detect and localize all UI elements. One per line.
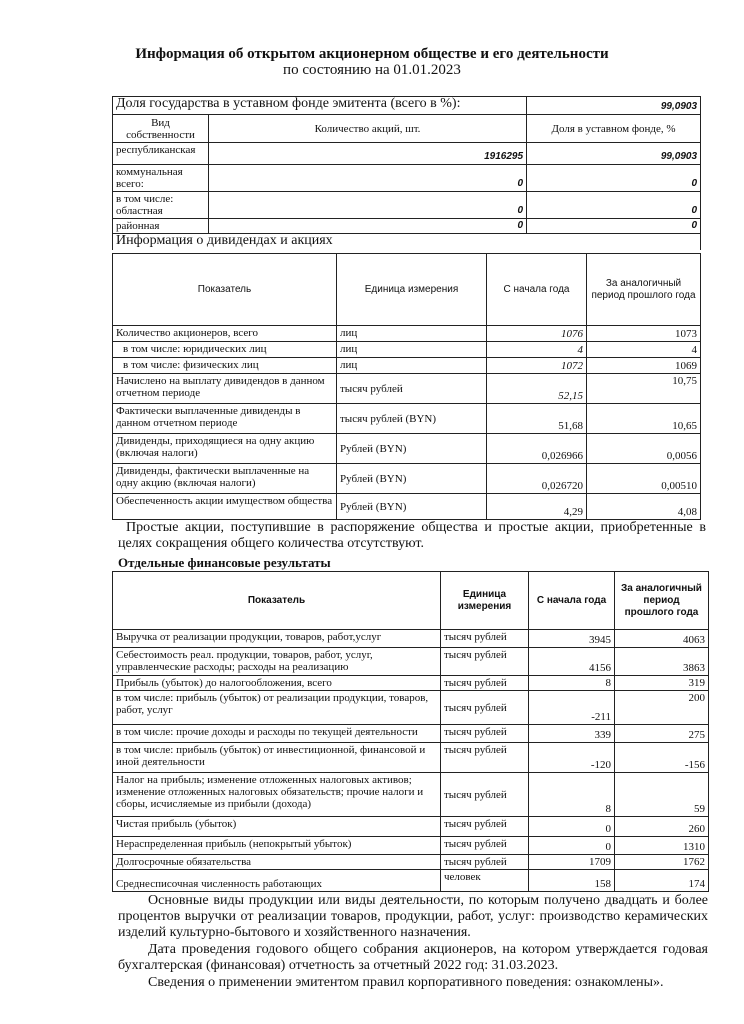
row-share: 0 bbox=[527, 192, 701, 219]
row-unit: Рублей (BYN) bbox=[337, 494, 487, 520]
row-previous: 200 bbox=[615, 691, 709, 725]
col-current: С начала года bbox=[529, 572, 615, 630]
row-previous: 0,0056 bbox=[587, 434, 701, 464]
row-current: 339 bbox=[529, 725, 615, 743]
row-count: 0 bbox=[209, 219, 527, 234]
dividends-section-title: Информация о дивидендах и акциях bbox=[113, 234, 701, 250]
row-label: Нераспределенная прибыль (непокрытый убыток) bbox=[113, 837, 441, 855]
row-label: Выручка от реализации продукции, товаров, работ,услуг bbox=[113, 630, 441, 648]
col-share-percent: Доля в уставном фонде, % bbox=[527, 115, 701, 143]
row-unit: лиц bbox=[337, 342, 487, 358]
row-label: в том числе: областная bbox=[113, 192, 209, 219]
row-current: 0,026720 bbox=[487, 464, 587, 494]
col-unit: Единица измерения bbox=[441, 572, 529, 630]
row-label: Налог на прибыль; изменение отложенных налоговых активов; изменение отложенных налоговых обязательств; прочие налоги и сборы, исчисляемые из прибыли (дохода) bbox=[113, 773, 441, 817]
table-row bbox=[113, 630, 709, 648]
row-previous: 59 bbox=[615, 773, 709, 817]
row-previous: 4063 bbox=[615, 630, 709, 648]
note-shares: Простые акции, поступившие в распоряжение общества и простые акции, приобретенные в целях сокращения общего количества отсутствуют. bbox=[118, 520, 706, 551]
row-count: 1916295 bbox=[209, 143, 527, 165]
paragraph-governance: Сведения о применении эмитентом правил корпоративного поведения: ознакомлены». bbox=[148, 975, 664, 990]
row-current: 1076 bbox=[487, 326, 587, 342]
row-label: Дивиденды, приходящиеся на одну акцию (включая налоги) bbox=[113, 434, 337, 464]
table-row bbox=[113, 743, 709, 773]
row-current: 4,29 bbox=[487, 494, 587, 520]
col-share-count: Количество акций, шт. bbox=[209, 115, 527, 143]
col-current: С начала года bbox=[487, 254, 587, 326]
row-count: 0 bbox=[209, 165, 527, 192]
row-previous: 275 bbox=[615, 725, 709, 743]
row-unit: тысяч рублей bbox=[441, 837, 529, 855]
row-unit: тысяч рублей (BYN) bbox=[337, 404, 487, 434]
row-label: Среднесписочная численность работающих bbox=[113, 870, 441, 892]
row-previous: 1069 bbox=[587, 358, 701, 374]
table-row bbox=[113, 165, 701, 192]
row-current: 1709 bbox=[529, 855, 615, 870]
row-previous: 1762 bbox=[615, 855, 709, 870]
row-label: Чистая прибыль (убыток) bbox=[113, 817, 441, 837]
table-row bbox=[113, 326, 701, 342]
paragraph-main-activity: Основные виды продукции или виды деятельности, по которым получено двадцать и более процентов выручки от реализации товаров, продукции, работ, услуг: производство керамических изделий культурно-бытового и хозяйственного назначения. bbox=[118, 893, 708, 940]
table-row bbox=[113, 358, 701, 374]
dividends-table bbox=[112, 253, 701, 520]
row-label: Начислено на выплату дивидендов в данном отчетном периоде bbox=[113, 374, 337, 404]
row-current: 8 bbox=[529, 676, 615, 691]
state-share-label: Доля государства в уставном фонде эмитента (всего в %): bbox=[113, 97, 527, 115]
row-label: Обеспеченность акции имуществом общества bbox=[113, 494, 337, 520]
table-row bbox=[113, 773, 709, 817]
row-unit: лиц bbox=[337, 326, 487, 342]
row-previous: 1310 bbox=[615, 837, 709, 855]
row-label: республиканская bbox=[113, 143, 209, 165]
table-row bbox=[113, 374, 701, 404]
col-previous: За аналогичный период прошлого года bbox=[587, 254, 701, 326]
row-unit: тысяч рублей bbox=[337, 374, 487, 404]
row-unit: тысяч рублей bbox=[441, 648, 529, 676]
row-label: Дивиденды, фактически выплаченные на одну акцию (включая налоги) bbox=[113, 464, 337, 494]
col-previous: За аналогичный период прошлого года bbox=[615, 572, 709, 630]
table-row bbox=[113, 342, 701, 358]
table-row bbox=[113, 648, 709, 676]
row-unit: тысяч рублей bbox=[441, 630, 529, 648]
table-row bbox=[113, 219, 701, 234]
row-current: -211 bbox=[529, 691, 615, 725]
paragraph-meeting-date: Дата проведения годового общего собрания акционеров, на котором утверждается годовая бухгалтерская (финансовая) отчетность за отчетный 2022 год: 31.03.2023. bbox=[118, 942, 708, 973]
table-row bbox=[113, 464, 701, 494]
row-label: в том числе: прибыль (убыток) от инвестиционной, финансовой и иной деятельности bbox=[113, 743, 441, 773]
row-unit: Рублей (BYN) bbox=[337, 434, 487, 464]
row-unit: Рублей (BYN) bbox=[337, 464, 487, 494]
row-unit: тысяч рублей bbox=[441, 725, 529, 743]
row-unit: лиц bbox=[337, 358, 487, 374]
row-current: 8 bbox=[529, 773, 615, 817]
financial-table bbox=[112, 571, 709, 892]
row-unit: тысяч рублей bbox=[441, 855, 529, 870]
row-current: 52,15 bbox=[487, 374, 587, 404]
ownership-table bbox=[112, 96, 701, 250]
table-row bbox=[113, 725, 709, 743]
row-current: 3945 bbox=[529, 630, 615, 648]
row-unit: тысяч рублей bbox=[441, 743, 529, 773]
col-indicator: Показатель bbox=[113, 254, 337, 326]
col-indicator: Показатель bbox=[113, 572, 441, 630]
row-label: коммунальная всего: bbox=[113, 165, 209, 192]
row-previous: -156 bbox=[615, 743, 709, 773]
row-current: 51,68 bbox=[487, 404, 587, 434]
row-unit: человек bbox=[441, 870, 529, 892]
row-label: в том числе: прочие доходы и расходы по текущей деятельности bbox=[113, 725, 441, 743]
row-label: Долгосрочные обязательства bbox=[113, 855, 441, 870]
table-row bbox=[113, 691, 709, 725]
row-previous: 174 bbox=[615, 870, 709, 892]
row-previous: 4,08 bbox=[587, 494, 701, 520]
table-row bbox=[113, 817, 709, 837]
row-count: 0 bbox=[209, 192, 527, 219]
row-current: 1072 bbox=[487, 358, 587, 374]
row-current: 0,026966 bbox=[487, 434, 587, 464]
row-previous: 0,00510 bbox=[587, 464, 701, 494]
row-share: 99,0903 bbox=[527, 143, 701, 165]
row-label: в том числе: физических лиц bbox=[113, 358, 337, 374]
row-label: Себестоимость реал. продукции, товаров, работ, услуг, управленческие расходы; расходы на реализацию bbox=[113, 648, 441, 676]
row-label: Количество акционеров, всего bbox=[113, 326, 337, 342]
row-label: Прибыль (убыток) до налогообложения, всего bbox=[113, 676, 441, 691]
table-row bbox=[113, 143, 701, 165]
col-unit: Единица измерения bbox=[337, 254, 487, 326]
row-unit: тысяч рублей bbox=[441, 817, 529, 837]
row-previous: 260 bbox=[615, 817, 709, 837]
table-row bbox=[113, 855, 709, 870]
row-unit: тысяч рублей bbox=[441, 676, 529, 691]
row-share: 0 bbox=[527, 165, 701, 192]
document-title: Информация об открытом акционерном обществе и его деятельности bbox=[135, 46, 609, 62]
col-ownership-type: Вид собственности bbox=[113, 115, 209, 143]
table-row bbox=[113, 837, 709, 855]
row-unit: тысяч рублей bbox=[441, 691, 529, 725]
row-current: 0 bbox=[529, 817, 615, 837]
row-previous: 3863 bbox=[615, 648, 709, 676]
row-current: 0 bbox=[529, 837, 615, 855]
document-subtitle: по состоянию на 01.01.2023 bbox=[283, 62, 461, 78]
table-row bbox=[113, 434, 701, 464]
row-previous: 1073 bbox=[587, 326, 701, 342]
row-previous: 10,75 bbox=[587, 374, 701, 404]
row-previous: 319 bbox=[615, 676, 709, 691]
table-row bbox=[113, 192, 701, 219]
row-label: в том числе: прибыль (убыток) от реализации продукции, товаров, работ, услуг bbox=[113, 691, 441, 725]
row-label: Фактически выплаченные дивиденды в данном отчетном периоде bbox=[113, 404, 337, 434]
row-previous: 10,65 bbox=[587, 404, 701, 434]
row-current: 4 bbox=[487, 342, 587, 358]
row-label: в том числе: юридических лиц bbox=[113, 342, 337, 358]
row-label: районная bbox=[113, 219, 209, 234]
table-row bbox=[113, 404, 701, 434]
row-current: 158 bbox=[529, 870, 615, 892]
row-current: -120 bbox=[529, 743, 615, 773]
table-row bbox=[113, 494, 701, 520]
state-share-value: 99,0903 bbox=[527, 97, 701, 115]
row-share: 0 bbox=[527, 219, 701, 234]
row-previous: 4 bbox=[587, 342, 701, 358]
row-unit: тысяч рублей bbox=[441, 773, 529, 817]
table-row bbox=[113, 676, 709, 691]
row-current: 4156 bbox=[529, 648, 615, 676]
financial-section-title: Отдельные финансовые результаты bbox=[118, 555, 331, 570]
table-row bbox=[113, 870, 709, 892]
